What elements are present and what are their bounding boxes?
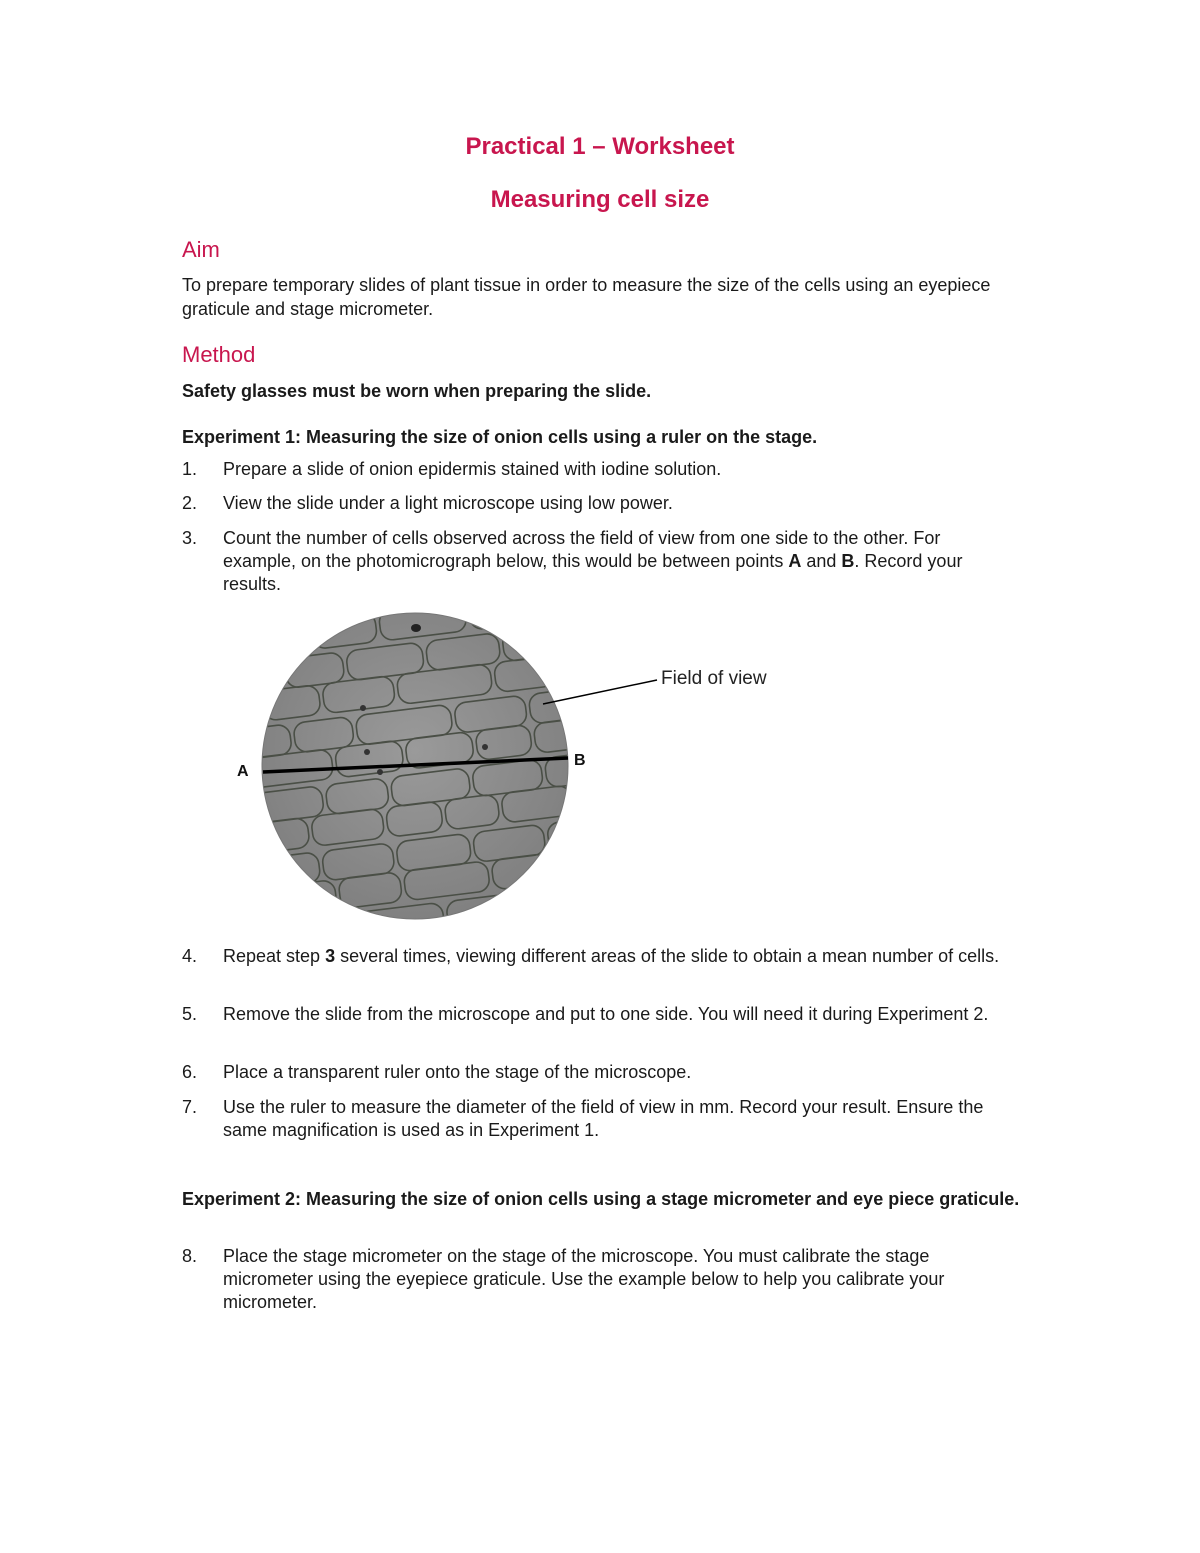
- aim-heading: Aim: [182, 237, 220, 262]
- photomicrograph-figure: [230, 612, 790, 922]
- cell-outline: [564, 618, 621, 654]
- safety-note: Safety glasses must be worn when preparing the slide.: [182, 381, 652, 401]
- label-field-of-view: Field of view: [661, 668, 767, 689]
- cell-outline: [551, 845, 617, 882]
- field-of-view-diagram: [230, 612, 790, 922]
- cell-outline: [546, 813, 638, 854]
- step-text: View the slide under a light microscope using low power.: [223, 493, 673, 513]
- cell-outline: [257, 914, 353, 922]
- pointer-line: [543, 680, 657, 704]
- experiment-1-heading: Experiment 1: Measuring the size of onion cells using a ruler on the stage.: [182, 427, 818, 447]
- cell-outline: [534, 881, 617, 921]
- cell-outline: [552, 612, 610, 620]
- cell-outline: [230, 659, 283, 699]
- step-text-part: and: [801, 551, 842, 571]
- step-text: [223, 527, 1013, 596]
- step-ref: 3: [325, 946, 336, 966]
- aim-text: To prepare temporary slides of plant tissue in order to measure the size of the cells using an eyepiece graticule and stage micrometer.: [182, 275, 991, 319]
- method-heading: Method: [182, 342, 256, 367]
- cell-outline: [230, 612, 274, 628]
- cell-outline: [593, 677, 672, 716]
- step-text: Prepare a slide of onion epidermis stained with iodine solution.: [223, 459, 722, 479]
- onion-cells-image: [230, 612, 706, 922]
- nucleus-dot: [482, 744, 488, 750]
- cell-outline: [230, 860, 252, 901]
- step-text-part: several times, viewing different areas of the slide to obtain a mean number of cells.: [335, 946, 1000, 966]
- step-text: [223, 945, 1013, 968]
- cell-outline: [556, 647, 629, 685]
- page-title: Practical 1 – Worksheet: [465, 133, 735, 160]
- experiment-2-heading: Experiment 2: Measuring the size of onion cells using a stage micrometer and eye piece graticule.: [182, 1189, 1020, 1209]
- point-a-ref: A: [788, 551, 802, 571]
- label-a: A: [237, 763, 249, 780]
- cell-outline: [230, 629, 238, 668]
- step-text-part: Count the number of cells observed across the field of view from one side to the other. For example, on the photomicrograph below, this would be between points: [223, 528, 941, 571]
- step-number: 7.: [182, 1097, 198, 1117]
- step-number: 2.: [182, 493, 198, 513]
- cell-outline: [490, 916, 575, 922]
- step-text: Place the stage micrometer on the stage of the microscope. You must calibrate the stage micrometer using the eyepiece graticule. Use the example below to help you calibrate your micrometer.: [223, 1246, 945, 1312]
- step-text: Remove the slide from the microscope and put to one side. You will need it during Experiment 2.: [223, 1004, 989, 1024]
- step-text-part: Repeat step: [223, 946, 326, 966]
- step-number: 8.: [182, 1246, 198, 1266]
- cell-outline: [238, 620, 311, 658]
- cell-outline: [230, 888, 271, 922]
- cell-outline: [230, 795, 249, 836]
- step-number: 1.: [182, 459, 198, 479]
- step-text: Place a transparent ruler onto the stage of the microscope.: [223, 1062, 692, 1082]
- page-subtitle: Measuring cell size: [490, 186, 710, 213]
- cell-outline: [575, 905, 662, 922]
- nucleus-dot: [364, 749, 370, 755]
- cell-outline: [230, 825, 246, 862]
- step-number: 3.: [182, 528, 198, 548]
- cell-outline: [275, 612, 334, 618]
- cell-outline: [617, 871, 696, 910]
- step-number: 6.: [182, 1062, 198, 1082]
- label-b: B: [574, 752, 586, 769]
- point-b-ref: B: [841, 551, 855, 571]
- cell-outline: [230, 692, 261, 733]
- nucleus-dot: [377, 769, 383, 775]
- step-text: Use the ruler to measure the diameter of the field of view in mm. Record your result. Ensure the same magnification is used as in Experiment 1.: [223, 1097, 984, 1140]
- step-number: 5.: [182, 1004, 198, 1024]
- cell-outline: [618, 834, 707, 874]
- step-number: 4.: [182, 946, 198, 966]
- step-text-part: . Record your results.: [223, 551, 963, 594]
- nucleus-dot: [360, 705, 366, 711]
- cell-outline: [574, 774, 659, 814]
